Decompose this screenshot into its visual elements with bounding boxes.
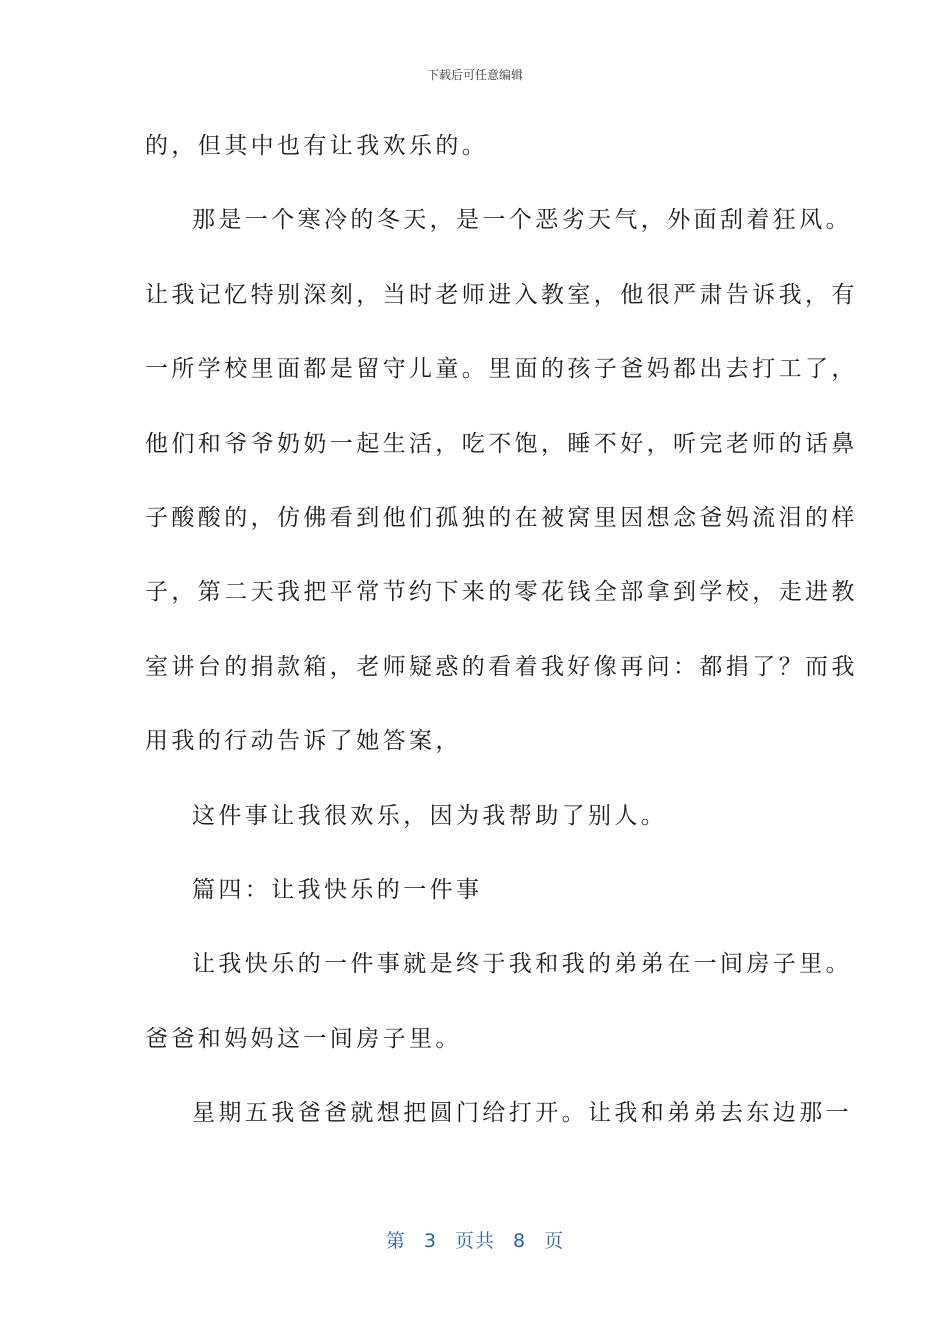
- total-pages-number: 8: [513, 1230, 527, 1252]
- body-line-7: 子，第二天我把平常节约下来的零花钱全部拿到学校，走进教: [145, 579, 858, 606]
- body-line-8: 室讲台的捐款箱，老师疑惑的看着我好像再问：都捐了？而我: [145, 653, 858, 680]
- page-number-footer: [0, 1226, 950, 1253]
- body-line-5: 他们和爷爷奶奶一起生活，吃不饱，睡不好，听完老师的话鼻: [145, 430, 858, 457]
- body-line-3: 让我记忆特别深刻，当时老师进入教室，他很严肃告诉我，有: [145, 281, 858, 308]
- document-body: [145, 127, 858, 1168]
- page-header-note: 下载后可任意编辑: [426, 68, 523, 82]
- body-line-4: 一所学校里面都是留守儿童。里面的孩子爸妈都出去打工了，: [145, 356, 858, 383]
- body-line-10: 这件事让我很欢乐，因为我帮助了别人。: [192, 802, 668, 829]
- section-heading: 篇四：让我快乐的一件事: [192, 876, 483, 903]
- body-line-14: 星期五我爸爸就想把圆门给打开。让我和弟弟去东边那一: [192, 1100, 852, 1127]
- footer-prefix: 第: [385, 1230, 406, 1252]
- body-line-13: 爸爸和妈妈这一间房子里。: [145, 1025, 462, 1052]
- body-line-2: 那是一个寒冷的冬天，是一个恶劣天气，外面刮着狂风。: [192, 207, 852, 234]
- body-line-1: 的，但其中也有让我欢乐的。: [145, 133, 489, 159]
- current-page-number: 3: [423, 1230, 437, 1252]
- footer-middle: 页共: [454, 1230, 495, 1252]
- body-line-6: 子酸酸的，仿佛看到他们孤独的在被窝里因想念爸妈流泪的样: [145, 504, 858, 531]
- body-line-9: 用我的行动告诉了她答案，: [145, 728, 462, 755]
- body-line-12: 让我快乐的一件事就是终于我和我的弟弟在一间房子里。: [192, 951, 852, 978]
- footer-suffix: 页: [544, 1230, 565, 1252]
